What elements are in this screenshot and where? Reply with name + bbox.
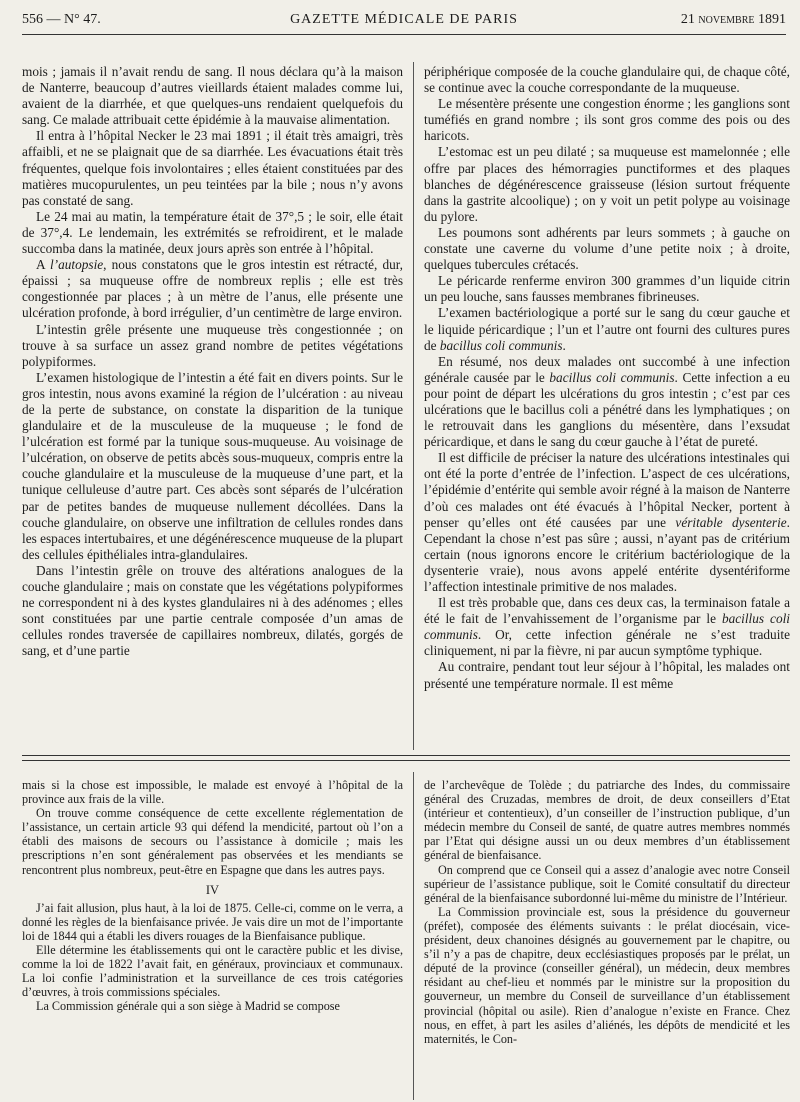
paragraph: On trouve comme conséquence de cette excellente réglementation de l’assistance, un certain article 93 qui défend la mendicité, partout où l’on a établi des maisons de secours ou l’assistance à domicile ; mais les prescriptions n’en sont généralement pas observées et les mendiants se rencontrent plus nombreux, peut-être en Espagne que dans les autres pays. [22,806,403,877]
paragraph [22,257,403,321]
article-column-right [424,64,790,692]
paragraph [424,354,790,451]
paragraph: périphérique composée de la couche glandulaire qui, de chaque côté, se continue avec la couche correspondante de la muqueuse. [424,64,790,96]
paragraph-text: Il est très probable que, dans ces deux cas, la terminaison fatale a été le fait de l’envahissement de l’organisme par le [424,595,790,627]
section-separator [22,755,790,756]
paragraph [424,450,790,595]
paragraph-text: . Or, cette infection générale ne s’est traduite cliniquement, ni par la fièvre, ni par aucun symptôme typhique. [424,627,790,659]
paragraph-text: . Cette infection a eu pour point de départ les ulcérations du gros intestin ; c’est par ces ulcérations que le bacillus coli a pénétré dans les lymphatiques ; on le retrouvait dans les ganglions du mésentère, dans l’exsudat péricardique, et dans le sang du cœur gauche à l’état de pureté. [424,369,790,450]
page-number: 556 — N° 47. [22,12,101,27]
running-header [22,8,786,35]
feuilleton-paragraphs-b [22,901,403,1014]
paragraph-text: . [562,337,566,353]
journal-title: GAZETTE MÉDICALE DE PARIS [290,12,518,27]
paragraph-text: . Cependant la chose n’est pas sûre ; aussi, n’ayant pas de critérium certain (nous ignorons encore le critérium bactériologique de la dysenterie vraie), nous avons appelé entérite dysentériforme l’affection intestinale primitive de nos malades. [424,514,790,594]
issue-year: 1891 [758,12,786,27]
italic-term: l’autopsie [49,257,104,273]
paragraph: Il entra à l’hôpital Necker le 23 mai 1891 ; il était très amaigri, très affaibli, et ne se plaignait que de sa diarrhée. Les évacuations était très fréquentes, quelque fois involontaires ; elles étaient constituées par des matières mucopurulentes, un peu teintées par la bile ; nous n’y avons pas constaté de sang. [22,128,403,208]
paragraph: Le péricarde renferme environ 300 grammes d’un liquide citrin un peu louche, sans fausses membranes fibrineuses. [424,273,790,305]
paragraph: La Commission générale qui a son siège à Madrid se compose [36,999,340,1014]
issue-date [681,12,786,28]
paragraph: L’intestin grêle présente une muqueuse très congestionnée ; on trouve à sa surface un assez grand nombre de petites végétations polypiformes. [22,321,403,369]
paragraph: Les poumons sont adhérents par leurs sommets ; à gauche on constate une caverne du volume d’une petite noix ; à droite, quelques tubercules crétacés. [424,224,790,273]
section-numeral: IV [205,882,220,897]
italic-term: véritable dysenterie [675,514,787,530]
column-divider [413,62,414,750]
paragraph: Elle détermine les établissements qui ont le caractère public et les divise, comme la loi de 1822 l’avait fait, en généraux, provinciaux et communaux. La loi confie l’administration et la surveillance de ces trois catégories d’œuvres, à trois commissions spéciales. [22,943,403,1000]
article-column-left [22,64,403,659]
paragraph: Le mésentère présente une congestion énorme ; les ganglions sont tuméfiés en grand nombre ; ils sont gros comme des pois ou des haricots. [424,96,790,144]
italic-term: bacillus coli communis [549,369,675,385]
issue-day: 21 [680,12,695,27]
paragraph [424,595,790,659]
paragraph: L’examen histologique de l’intestin a été fait en divers points. Sur le gros intestin, nous avons examiné la région de l’ulcération : au niveau de la perte de substance, on constate la disparition de la tunique glandulaire et de la musculeuse de la muqueuse ; le fond de l’ulcération est formé par la tunique sous-muqueuse. Au voisinage de l’ulcération, on observe de petits abcès sous-muqueux, compris entre la couche glandulaire et la musculeuse de la muqueuse d’une part, et la tunique celluleuse d’autre part. Ces abcès sont séparés de l’ulcération par de petites bandes de muqueuse nullement décollées. Dans la couche glandulaire, on observe une infiltration de cellules rondes dans les espaces intertubaires, et une dégénérescence muqueuse de la plupart des cellules épithéliales intra-glandulaires. [22,369,404,562]
paragraph-text: Il est difficile de préciser la nature des ulcérations intestinales qui ont été la porte d’entrée de l’infection. L’aspect de ces ulcérations, l’épidémie d’entérite qui semble avoir régné à la maison de Nanterre d’où ces malades ont été évacués à l’hôpital Necker, portent à penser qu’elles ont été causées par une [424,450,790,530]
paragraph: de l’archevêque de Tolède ; du patriarche des Indes, du commissaire général des Cruzadas, membres de droit, de deux conseillers d’Etat (intérieur et contentieux), d’un conseiller de l’instruction publique, d’un médecin membre du Conseil de santé, de quatre autres membres nommés par l’Etat qui désigne aussi un ou deux membres d’un établissement général de bienfaisance. [424,778,790,863]
paragraph [424,305,790,353]
italic-term: bacillus coli communis [439,337,563,353]
paragraph: mais si la chose est impossible, le malade est envoyé à l’hôpital de la province aux frais de la ville. [22,778,403,807]
paragraph-text: En résumé, nos deux malades ont succombé à une infection générale causée par le [424,353,790,385]
paragraph: La Commission provinciale est, sous la présidence du gouverneur (préfet), composée des éléments suivants : le prélat diocésain, vice-président, deux chanoines désignés au gouvernement par le chapitre, ou s’il n’y a pas de chapitre, deux ecclésiastiques proposés par le prélat, un député de la province (conseiller général), un médecin, deux membres résidant au chef-lieu et nommés par le ministre sur la proposition du gouverneur, un membre du Conseil de surveillance d’un établissement provincial (hôpital ou asile). Rien d’analogue n’existe en France. Chez nous, en effet, à part les asiles d’aliénés, les dépôts de mendicité et les maternités, le Con- [424,904,790,1046]
feuilleton-column-left [22,778,403,1014]
paragraph: L’estomac est un peu dilaté ; sa muqueuse est mamelonnée ; elle offre par places des hémorragies punctiformes et des plaques blanches de dégénérescence graisseuse (lésion surtout fréquente dans la gastrite alcoolique) ; on y voit un petit polype au voisinage du pylore. [424,144,790,224]
paragraph-text: L’examen bactériologique a porté sur le sang du cœur gauche et le liquide péricardique ; l’un et l’autre ont fourni des cultures pures de [424,305,790,353]
paragraph: mois ; jamais il n’avait rendu de sang. Il nous déclara qu’à la maison de Nanterre, beaucoup d’autres vieillards étaient malades comme lui, avaient de la diarrhée, et que quelques-uns rendaient quelquefois du sang. Ce malade attribuait cette épidémie à la mauvaise alimentation. [22,64,403,128]
issue-month: novembre [698,12,755,27]
feuilleton-column-right [424,778,790,1046]
paragraph-text: , nous constatons que le gros intestin est rétracté, dur, épaissi ; sa muqueuse offre de nombreux replis ; elle est très congestionnée par places ; à un mètre de l’anus, elle présente une ulcération profonde, à bord irrégulier, d’un centimètre de large environ. [22,257,403,321]
feuilleton-paragraphs-a [22,778,403,877]
paragraph: Au contraire, pendant tout leur séjour à l’hôpital, les malades ont présenté une température normale. Il est même [424,659,790,691]
paragraph-text: A [36,257,50,273]
paragraph: Dans l’intestin grêle on trouve des altérations analogues de la couche glandulaire ; mais on constate que les végétations polypiformes ne correspondent ni à des kystes glandulaires ni à des adénomes ; elles sont constituées par une partie centrale composée d’un amas de cellules rondes traversée de capillaires nombreux, dilatés, gorgés de sang, et d’une partie [22,562,403,659]
paragraph: Le 24 mai au matin, la température était de 37°,5 ; le soir, elle était de 37°,4. Le lendemain, les extrémités se refroidirent, et le malade succomba dans la matinée, deux jours après son entrée à l’hôpital. [22,208,403,257]
section-separator [22,760,790,761]
paragraph: J’ai fait allusion, plus haut, à la loi de 1875. Celle-ci, comme on le verra, a donné les règles de la bienfaisance privée. Je vais dire un mot de l’importante loi de 1844 qui a établi les divers rouages de la Bienfaisance publique. [22,900,403,943]
italic-term: bacillus coli communis [424,611,790,643]
paragraph: On comprend que ce Conseil qui a assez d’analogie avec notre Conseil supérieur de l’assistance publique, soit le Comité consultatif du directeur général de la bienfaisance subordonné lui-même du ministre de l’Intérieur. [424,862,790,905]
column-divider [413,772,414,1100]
